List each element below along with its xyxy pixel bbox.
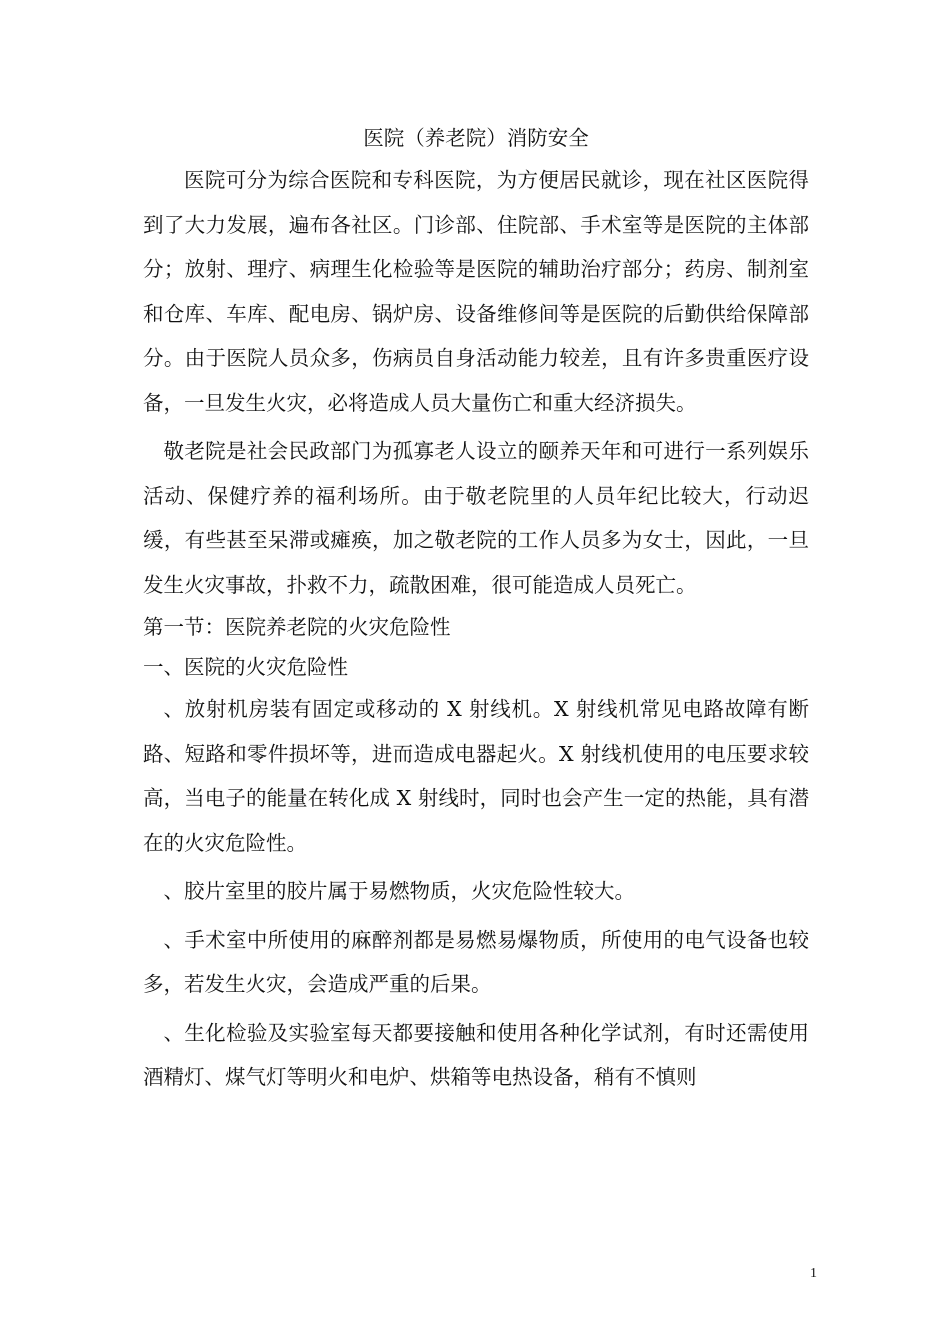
page-number: 1 [810,1266,817,1281]
document-body [143,118,809,1100]
list-item-xray-room: 、放射机房装有固定或移动的 X 射线机。X 射线机常见电路故障有断路、短路和零件损坏等，进而造成电器起火。X 射线机使用的电压要求较高，当电子的能量在转化成 X 射线时，同时也会产生一定的热能，具有潜在的火灾危险性。 [143,697,809,855]
subsection-heading: 一、医院的火灾危险性 [143,655,348,679]
document-title: 医院（养老院）消防安全 [363,126,589,150]
section-heading: 第一节：医院养老院的火灾危险性 [143,615,451,639]
list-item-operating-room: 、手术室中所使用的麻醉剂都是易燃易爆物质，所使用的电气设备也较多，若发生火灾，会造成严重的后果。 [143,927,809,996]
list-item-laboratory: 、生化检验及实验室每天都要接触和使用各种化学试剂，有时还需使用酒精灯、煤气灯等明火和电炉、烘箱等电热设备，稍有不慎则 [143,1020,809,1089]
paragraph-hospital-intro: 医院可分为综合医院和专科医院，为方便居民就诊，现在社区医院得到了大力发展，遍布各社区。门诊部、住院部、手术室等是医院的主体部分；放射、理疗、病理生化检验等是医院的辅助治疗部分；药房、制剂室和仓库、车库、配电房、锅炉房、设备维修间等是医院的后勤供给保障部分。由于医院人员众多，伤病员自身活动能力较差，且有许多贵重医疗设备，一旦发生火灾，必将造成人员大量伤亡和重大经济损失。 [143,168,809,415]
paragraph-nursing-home-intro: 敬老院是社会民政部门为孤寡老人设立的颐养天年和可进行一系列娱乐活动、保健疗养的福利场所。由于敬老院里的人员年纪比较大，行动迟缓，有些甚至呆滞或瘫痪，加之敬老院的工作人员多为女士，因此，一旦发生火灾事故，扑救不力，疏散困难，很可能造成人员死亡。 [143,439,809,597]
list-item-film-room: 、胶片室里的胶片属于易燃物质，火灾危险性较大。 [163,879,635,903]
